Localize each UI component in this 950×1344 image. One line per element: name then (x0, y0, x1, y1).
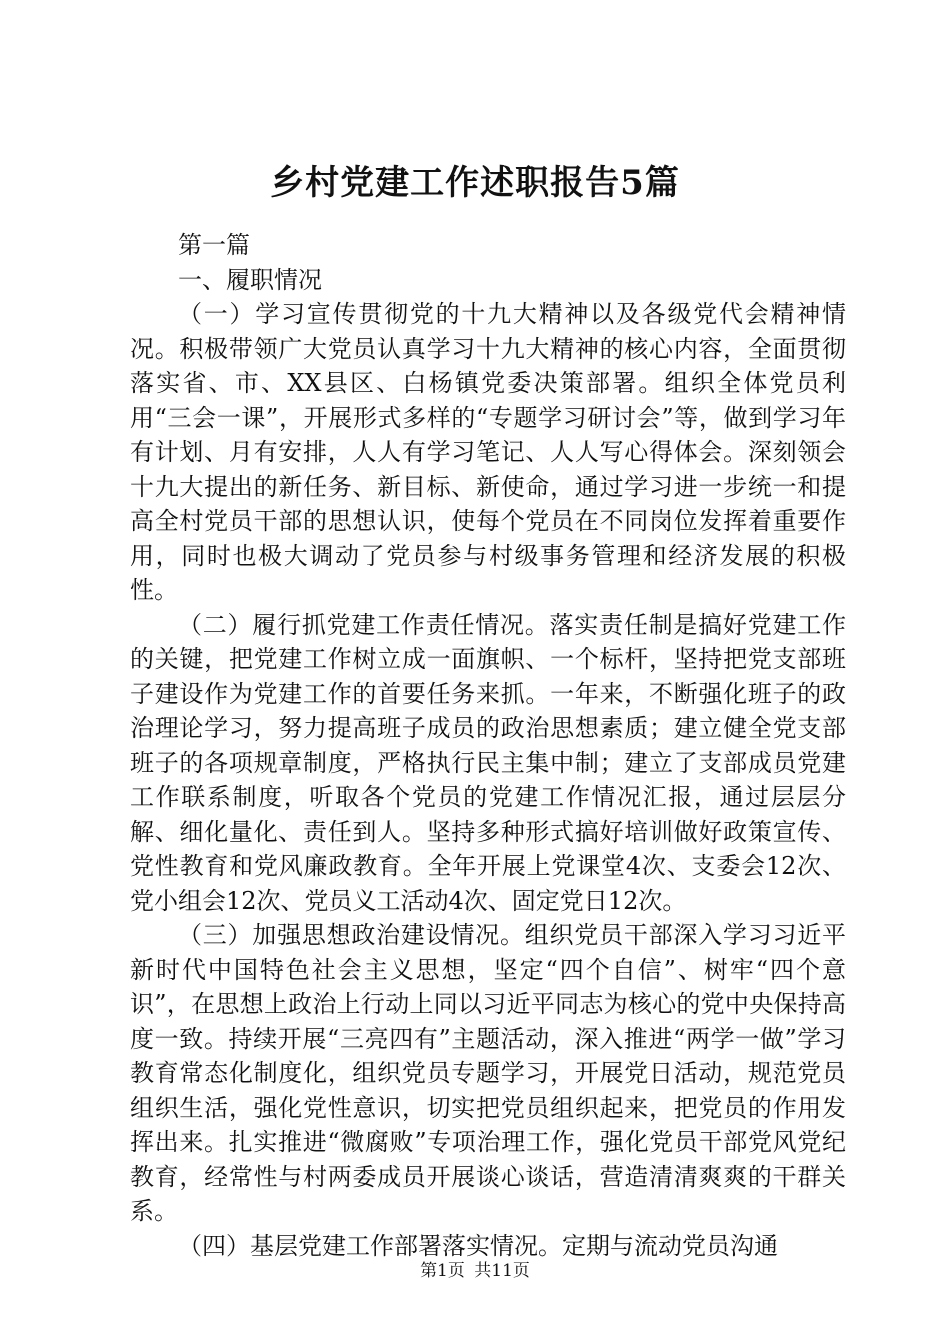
paragraph-3: （三）加强思想政治建设情况。组织党员干部深入学习习近平新时代中国特色社会主义思想，坚定“四个自信”、树牢“四个意识”，在思想上政治上行动上同以习近平同志为核心的党中央保持高度一致。持续开展“三亮四有”主题活动，深入推进“两学一做”学习教育常态化制度化，组织党员专题学习，开展党日活动，规范党员组织生活，强化党性意识，切实把党员组织起来，把党员的作用发挥出来。扎实推进“微腐败”专项治理工作，强化党员干部党风党纪教育，经常性与村两委成员开展谈心谈话，营造清清爽爽的干群关系。 (130, 921, 846, 1225)
page-number: 第1页 (420, 1261, 465, 1281)
section-heading: 一、履职情况 (178, 265, 322, 294)
page-total: 共11页 (474, 1261, 530, 1281)
document-title: 乡村党建工作述职报告5篇 (270, 163, 680, 203)
paragraph-4: （四）基层党建工作部署落实情况。定期与流动党员沟通 (178, 1231, 778, 1260)
section-label: 第一篇 (178, 231, 250, 259)
page-footer (0, 1260, 950, 1282)
paragraph-1: （一）学习宣传贯彻党的十九大精神以及各级党代会精神情况。积极带领广大党员认真学习十九大精神的核心内容，全面贯彻落实省、市、XX县区、白杨镇党委决策部署。组织全体党员利用“三会一课”，开展形式多样的“专题学习研讨会”等，做到学习年有计划、月有安排，人人有学习笔记、人人写心得体会。深刻领会十九大提出的新任务、新目标、新使命，通过学习进一步统一和提高全村党员干部的思想认识，使每个党员在不同岗位发挥着重要作用，同时也极大调动了党员参与村级事务管理和经济发展的积极性。 (130, 300, 846, 604)
paragraph-2: （二）履行抓党建工作责任情况。落实责任制是搞好党建工作的关键，把党建工作树立成一面旗帜、一个标杆，坚持把党支部班子建设作为党建工作的首要任务来抓。一年来，不断强化班子的政治理论学习，努力提高班子成员的政治思想素质；建立健全党支部班子的各项规章制度，严格执行民主集中制；建立了支部成员党建工作联系制度，听取各个党员的党建工作情况汇报，通过层层分解、细化量化、责任到人。坚持多种形式搞好培训做好政策宣传、党性教育和党风廉政教育。全年开展上党课堂4次、支委会12次、党小组会12次、党员义工活动4次、固定党日12次。 (130, 610, 846, 915)
document-body (130, 228, 846, 1263)
